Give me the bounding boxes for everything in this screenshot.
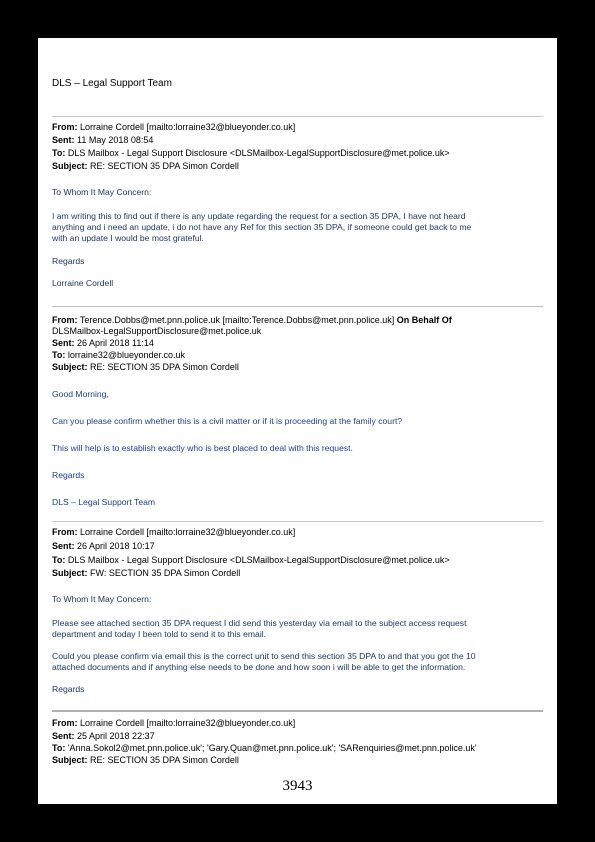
email-signature: DLS – Legal Support Team (52, 497, 156, 507)
email-sent: 26 April 2018 10:17 (77, 541, 155, 551)
email-sent-line: Sent: 25 April 2018 22:37 (52, 731, 155, 741)
email-signature: Lorraine Cordell (52, 278, 114, 288)
body-line: I am writing this to find out if there is any update regarding the request for a section 35 DPA, I have not heard (52, 211, 466, 221)
divider (52, 306, 543, 307)
email-from-line: From: Lorraine Cordell [mailto:lorraine32@blueyonder.co.uk] (52, 527, 296, 537)
body-paragraph: Can you please confirm whether this is a civil matter or if it is proceeding at the family court? (52, 416, 403, 426)
email-sent: 25 April 2018 22:37 (77, 731, 155, 741)
email-from-line: From: Terence.Dobbs@met.pnn.police.uk [mailto:Terence.Dobbs@met.pnn.police.uk] On Behalf Of (52, 315, 452, 325)
email-to[interactable]: DLS Mailbox - Legal Support Disclosure <DLSMailbox-LegalSupportDisclosure@met.police.uk> (67, 148, 450, 158)
email-from-line: From: Lorraine Cordell [mailto:lorraine32@blueyonder.co.uk] (52, 122, 296, 132)
email-subject-line: Subject: RE: SECTION 35 DPA Simon Cordell (52, 161, 239, 171)
email-from-line: From: Lorraine Cordell [mailto:lorraine32@blueyonder.co.uk] (52, 718, 296, 728)
email-to[interactable]: lorraine32@blueyonder.co.uk (67, 350, 186, 360)
email-closing: Regards (52, 470, 85, 480)
email-from[interactable]: Lorraine Cordell [mailto:lorraine32@blueyonder.co.uk] (80, 527, 296, 537)
email-subject-line: Subject: FW: SECTION 35 DPA Simon Cordell (52, 568, 241, 578)
page-number: 3943 (282, 778, 313, 794)
email-sent: 26 April 2018 11:14 (77, 338, 154, 348)
email-sent-line: Sent: 26 April 2018 11:14 (52, 338, 154, 348)
email-greeting: To Whom It May Concern: (52, 594, 152, 604)
body-line: Could you please confirm via email this is the correct unit to send this section 35 DPA to and that you got the 10 (52, 651, 476, 661)
email-sent: 11 May 2018 08:54 (77, 135, 154, 145)
email-to-line: To: DLS Mailbox - Legal Support Disclosure <DLSMailbox-LegalSupportDisclosure@met.police.uk> (52, 148, 450, 158)
email-subject: RE: SECTION 35 DPA Simon Cordell (90, 755, 239, 765)
email-subject-line: Subject: RE: SECTION 35 DPA Simon Cordell (52, 362, 239, 372)
email-sent-line: Sent: 11 May 2018 08:54 (52, 135, 154, 145)
document-page (38, 38, 557, 804)
email-subject-line: Subject: RE: SECTION 35 DPA Simon Cordell (52, 755, 239, 765)
email-greeting: To Whom It May Concern: (52, 187, 152, 197)
email-to-line: To: DLS Mailbox - Legal Support Disclosure <DLSMailbox-LegalSupportDisclosure@met.police.uk> (52, 555, 450, 565)
body-line: department and today I been told to send it to this email. (52, 629, 267, 639)
top-signature: DLS – Legal Support Team (52, 78, 172, 89)
email-from[interactable]: Lorraine Cordell [mailto:lorraine32@blueyonder.co.uk] (80, 718, 296, 728)
email-to-line: To: lorraine32@blueyonder.co.uk (52, 350, 186, 360)
email-to[interactable]: 'Anna.Sokol2@met.pnn.police.uk'; 'Gary.Quan@met.pnn.police.uk'; 'SARenquiries@met.pnn.police.uk' (67, 743, 477, 753)
email-from[interactable]: Lorraine Cordell [mailto:lorraine32@blueyonder.co.uk] (80, 122, 296, 132)
body-paragraph: This will help is to establish exactly who is best placed to deal with this request. (52, 443, 353, 453)
email-from-continued[interactable]: DLSMailbox-LegalSupportDisclosure@met.police.uk (52, 326, 262, 336)
on-behalf-of-label: On Behalf Of (396, 315, 452, 325)
email-subject: RE: SECTION 35 DPA Simon Cordell (90, 362, 239, 372)
email-closing: Regards (52, 256, 85, 266)
divider (52, 710, 543, 712)
email-subject: FW: SECTION 35 DPA Simon Cordell (90, 568, 241, 578)
email-to-line: To: 'Anna.Sokol2@met.pnn.police.uk'; 'Gary.Quan@met.pnn.police.uk'; 'SARenquiries@met.pnn.police.uk' (52, 743, 477, 753)
divider (52, 116, 543, 117)
body-line: anything and i need an update, i do not have any Ref for this section 35 DPA, if someone could get back to me (52, 222, 472, 232)
email-sent-line: Sent: 26 April 2018 10:17 (52, 541, 155, 551)
email-subject: RE: SECTION 35 DPA Simon Cordell (90, 161, 239, 171)
email-closing: Regards (52, 684, 85, 694)
divider (52, 521, 543, 522)
body-line: Please see attached section 35 DPA request I did send this yesterday via email to the subject access request (52, 618, 467, 628)
email-from[interactable]: Terence.Dobbs@met.pnn.police.uk [mailto:Terence.Dobbs@met.pnn.police.uk] (79, 315, 395, 325)
body-line: with an update I would be most grateful. (52, 233, 204, 243)
email-to[interactable]: DLS Mailbox - Legal Support Disclosure <DLSMailbox-LegalSupportDisclosure@met.police.uk> (67, 555, 450, 565)
body-line: attached documents and if anything else needs to be done and how soon i will be able to get the information. (52, 662, 466, 672)
email-greeting: Good Morning, (52, 389, 109, 399)
